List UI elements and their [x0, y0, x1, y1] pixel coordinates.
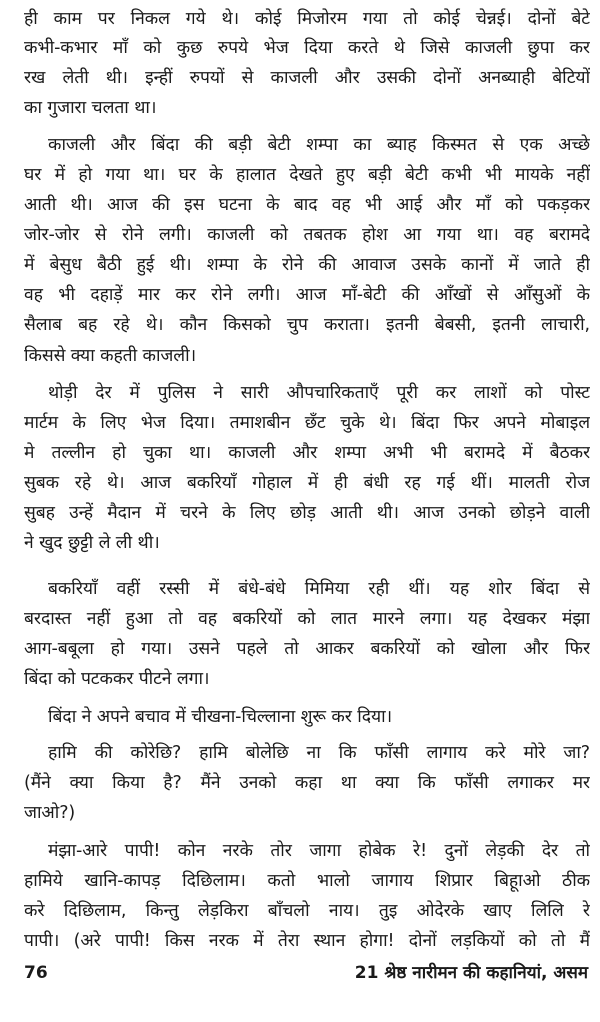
- text-line: मे तल्लीन हो चुका था। काजली और शम्पा अभी भी बरामदे में बैठकर: [24, 443, 590, 463]
- book-title: 21 श्रेष्ठ नारीमन की कहानियां, असम: [354, 963, 588, 983]
- text-line: घर में हो गया था। घर के हालात देखते हुए बड़ी बेटी कभी भी मायके नहीं: [24, 165, 590, 185]
- text-line: बरदास्त नहीं हुआ तो वह बकरियों को लात मारने लगा। यह देखकर मंझा: [24, 609, 590, 629]
- text-line: जाओ?): [24, 803, 76, 823]
- text-line: ही काम पर निकल गये थे। कोई मिजोरम गया तो कोई चेन्नई। दोनों बेटे: [24, 9, 590, 29]
- text-line: सुबह उन्हें मैदान में चरने के लिए छोड़ आती थी। आज उनको छोड़ने वाली: [24, 503, 590, 523]
- text-line: थोड़ी देर में पुलिस ने सारी औपचारिकताएँ पूरी कर लाशों को पोस्ट: [48, 383, 590, 403]
- text-line: का गुजारा चलता था।: [24, 98, 157, 118]
- text-line: ने खुद छुट्टी ले ली थी।: [24, 533, 160, 553]
- text-line: हामि की कोरेछि? हामि बोलेछि ना कि फाँसी लागाय करे मोरे जा?: [48, 743, 590, 763]
- text-line: कभी-कभार माँ को कुछ रुपये भेज दिया करते थे जिसे काजली छुपा कर: [24, 38, 590, 58]
- text-line: सैलाब बह रहे थे। कौन किसको चुप कराता। इतनी बेबसी, इतनी लाचारी,: [24, 315, 590, 335]
- text-line: सुबक रहे थे। आज बकरियाँ गोहाल में ही बंधी रह गई थीं। मालती रोज: [24, 473, 590, 493]
- text-line: हामिये खानि-कापड़ दिछिलाम। कतो भालो जागाय शिप्रार बिहूाओ ठीक: [24, 871, 590, 891]
- text-line: बिंदा ने अपने बचाव में चीखना-चिल्लाना शुरू कर दिया।: [48, 707, 393, 727]
- text-line: में बेसुध बैठी हुई थी। शम्पा के रोने की आवाज उसके कानों में जाते ही: [24, 255, 590, 275]
- text-line: करे दिछिलाम, किन्तु लेड़किरा बाँचलो नाय। तुइ ओदेरके खाए लिलि रे: [24, 901, 590, 921]
- text-line: बकरियाँ वहीं रस्सी में बंधे-बंधे मिमिया रही थीं। यह शोर बिंदा से: [48, 579, 590, 599]
- text-line: रख लेती थी। इन्हीं रुपयों से काजली और उसकी दोनों अनब्याही बेटियों: [24, 68, 590, 88]
- text-line: पापी। (अरे पापी! किस नरक में तेरा स्थान होगा! दोनों लड़कियों को तो मैं: [24, 931, 590, 951]
- text-line: आग-बबूला हो गया। उसने पहले तो आकर बकरियों को खोला और फिर: [24, 639, 590, 659]
- text-line: काजली और बिंदा की बड़ी बेटी शम्पा का ब्याह किस्मत से एक अच्छे: [48, 135, 590, 155]
- text-line: बिंदा को पटककर पीटने लगा।: [24, 669, 210, 689]
- text-line: मंझा-आरे पापी! कोन नरके तोर जागा होबेक रे! दुनों लेड़की देर तो: [48, 841, 590, 861]
- text-line: आती थी। आज की इस घटना के बाद वह भी आई और माँ को पकड़कर: [24, 195, 590, 215]
- text-line: जोर-जोर से रोने लगी। काजली को तबतक होश आ गया था। वह बरामदे: [24, 225, 590, 245]
- text-line: किससे क्या कहती काजली।: [24, 346, 197, 366]
- text-line: मार्टम के लिए भेज दिया। तमाशबीन छँट चुके थे। बिंदा फिर अपने मोबाइल: [24, 413, 590, 433]
- page-number: 76: [24, 963, 48, 983]
- text-line: वह भी दहाड़ें मार कर रोने लगी। आज माँ-बेटी की आँखों से आँसुओं के: [24, 285, 590, 305]
- text-line: (मैंने क्या किया है? मैंने उनको कहा था क्या कि फाँसी लगाकर मर: [24, 773, 590, 793]
